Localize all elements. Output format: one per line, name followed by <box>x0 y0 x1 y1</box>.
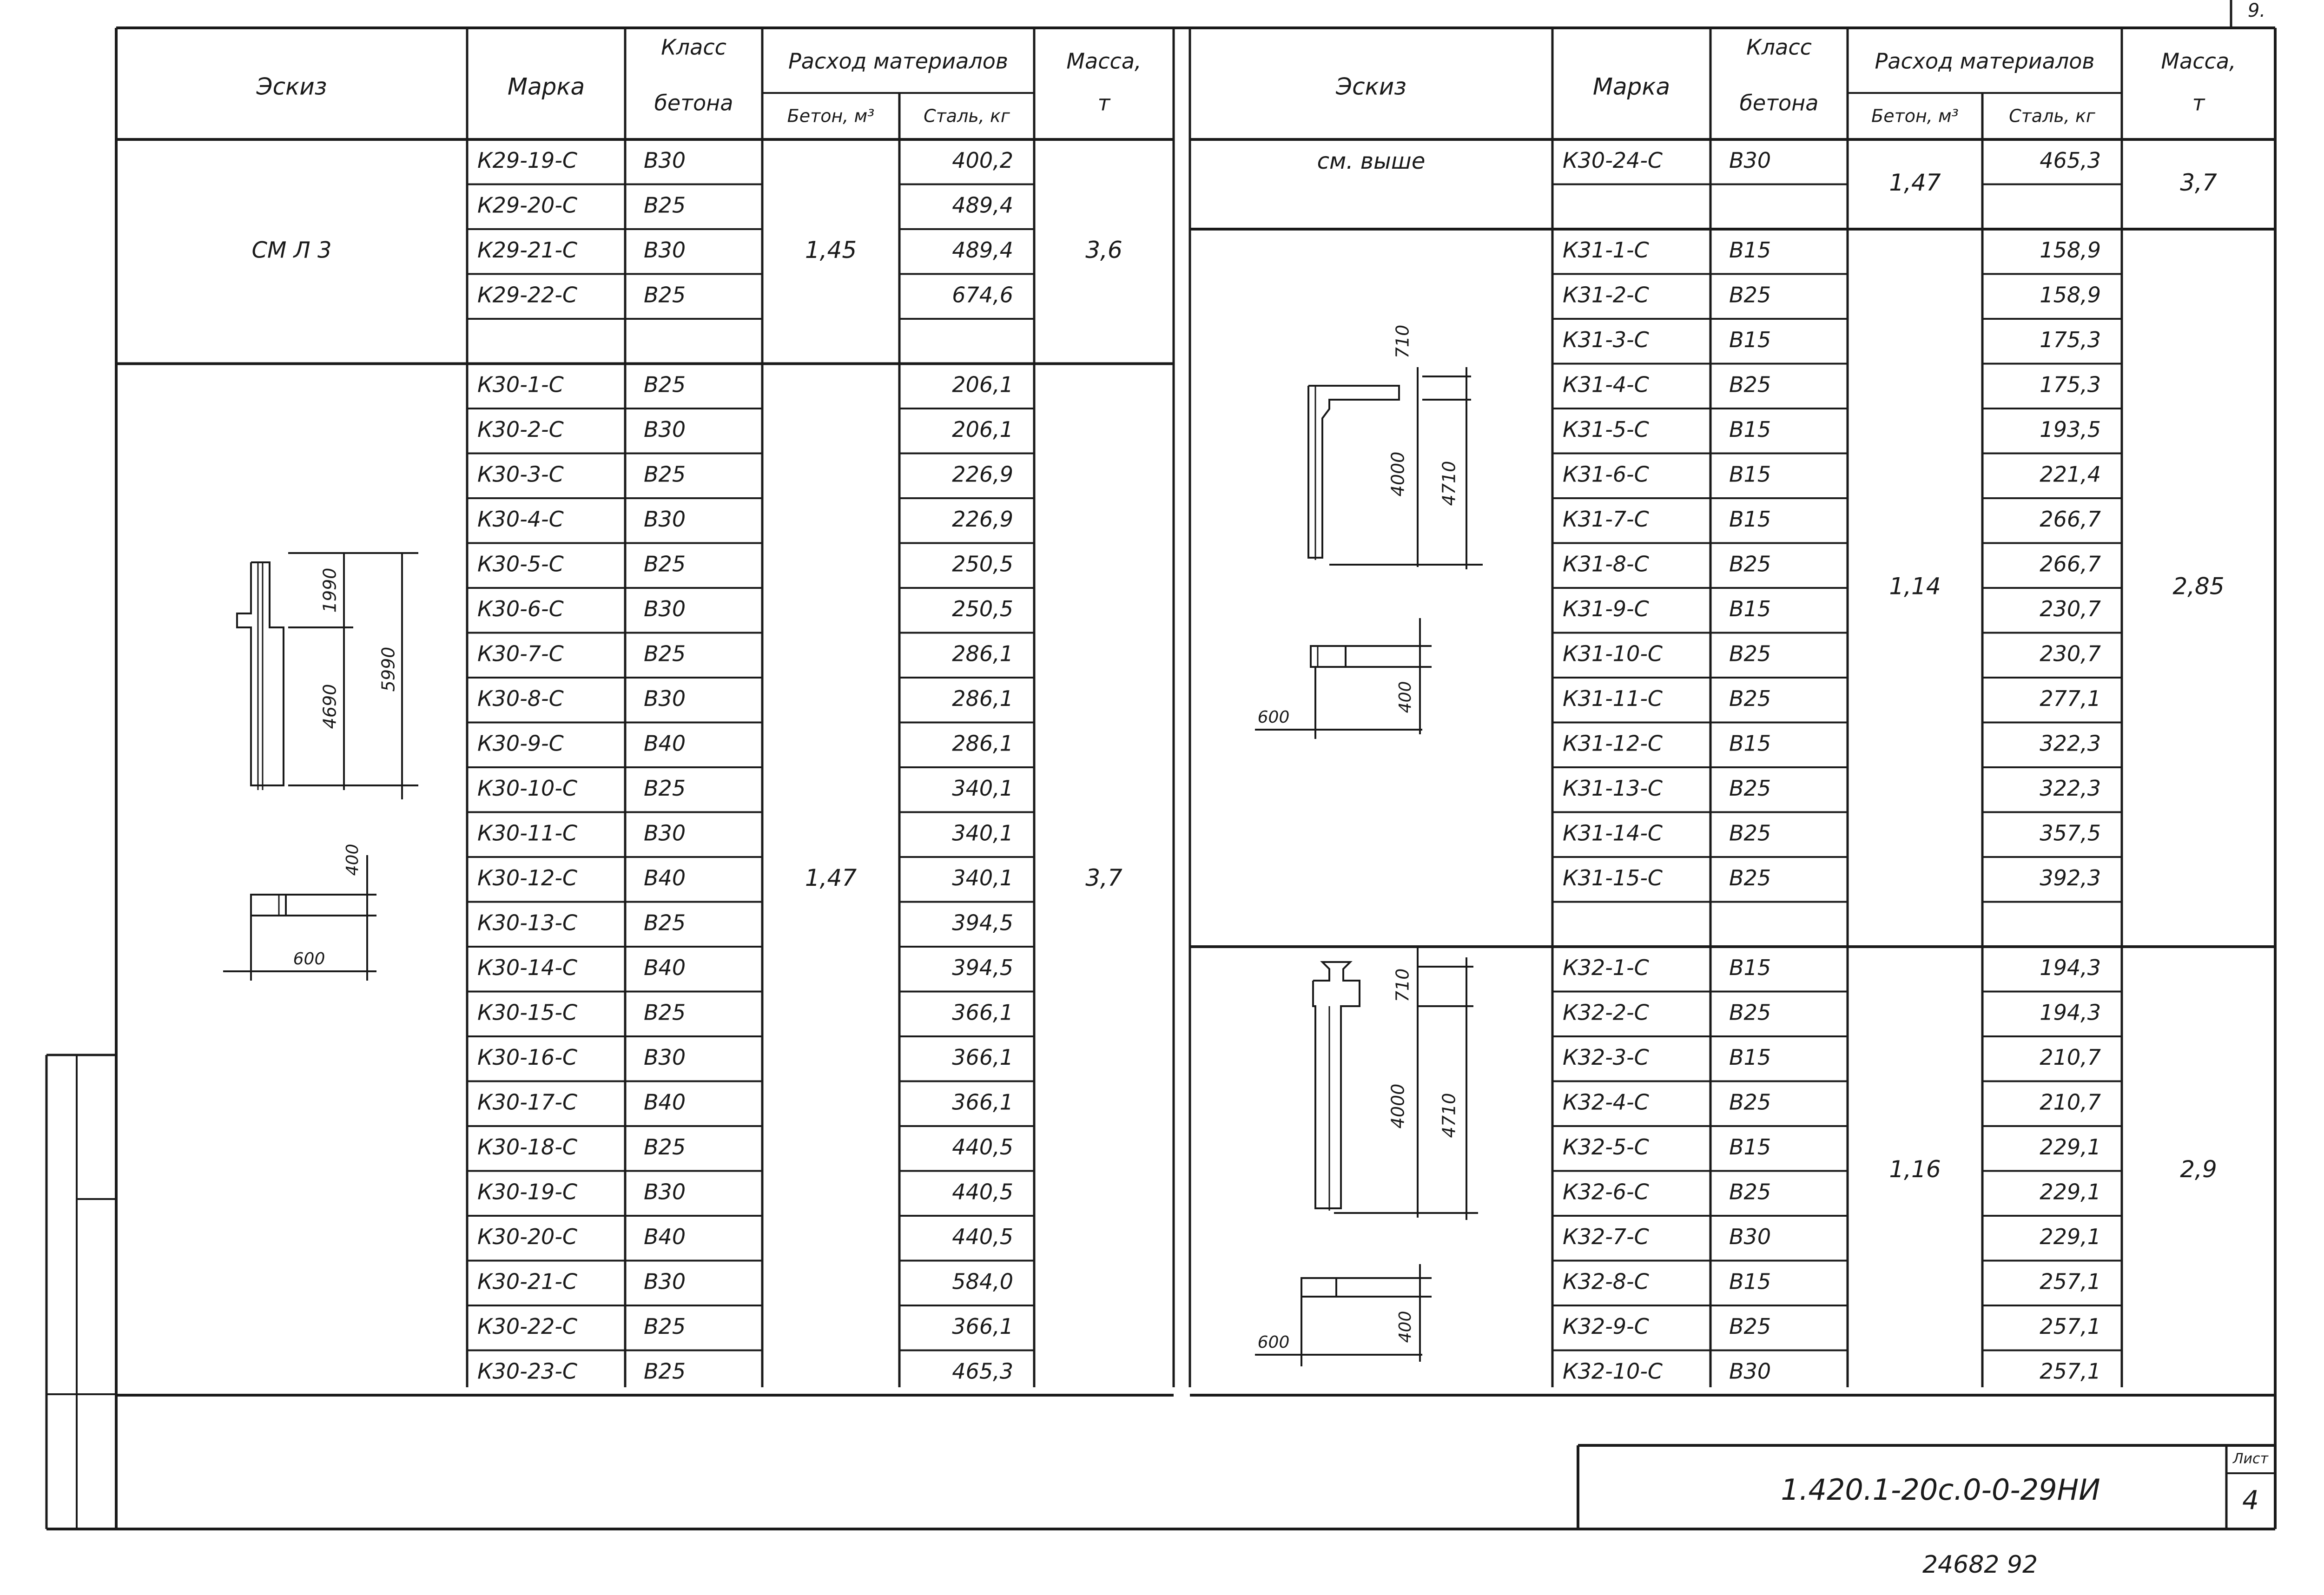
row-mark: К31-10-С <box>1563 641 1663 666</box>
row-steel: 194,3 <box>2040 1000 2101 1025</box>
row-class: В25 <box>1729 865 1771 890</box>
row-steel: 392,3 <box>2040 865 2101 890</box>
row-class: В30 <box>644 1269 686 1294</box>
row-steel: 340,1 <box>952 775 1013 801</box>
row-mark: К31-15-С <box>1563 865 1663 890</box>
k31-column-outline <box>1308 386 1399 558</box>
row-class: В25 <box>644 551 686 577</box>
row-mark: К31-1-С <box>1563 237 1649 263</box>
row-class: В15 <box>1729 416 1771 442</box>
group-concrete: 1,16 <box>1889 1156 1941 1183</box>
footer-number: 24682 92 <box>1922 1551 2038 1579</box>
row-mark: К30-2-С <box>477 416 564 442</box>
row-steel: 229,1 <box>2040 1179 2101 1205</box>
right_table-header-concrete: Бетон, м³ <box>1871 105 1959 126</box>
k30-dim-label: 1990 <box>319 567 340 613</box>
row-steel: 286,1 <box>952 685 1013 711</box>
row-class: В30 <box>1729 147 1771 173</box>
row-steel: 206,1 <box>952 416 1013 442</box>
row-mark: К30-19-С <box>477 1179 578 1205</box>
row-mark: К32-10-С <box>1563 1358 1663 1384</box>
row-steel: 394,5 <box>952 955 1013 980</box>
row-class: В25 <box>644 775 686 801</box>
row-steel: 489,4 <box>952 192 1013 218</box>
row-class: В25 <box>644 372 686 397</box>
row-class: В40 <box>644 1089 686 1115</box>
row-class: В30 <box>1729 1224 1771 1249</box>
k31-dim-label: 4000 <box>1387 451 1408 497</box>
row-class: В15 <box>1729 955 1771 980</box>
row-mark: К31-7-С <box>1563 506 1649 532</box>
left_table-header-concrete: Бетон, м³ <box>787 105 875 126</box>
row-mark: К31-11-С <box>1563 685 1663 711</box>
row-steel: 221,4 <box>2040 461 2101 487</box>
row-class: В30 <box>644 1044 686 1070</box>
row-steel: 465,3 <box>952 1358 1013 1384</box>
row-steel: 366,1 <box>952 1044 1013 1070</box>
row-steel: 340,1 <box>952 865 1013 890</box>
row-class: В25 <box>644 461 686 487</box>
row-mark: К32-8-С <box>1563 1269 1649 1294</box>
row-mark: К30-23-С <box>477 1358 578 1384</box>
k31-dim-label: 600 <box>1257 708 1290 727</box>
row-mark: К31-6-С <box>1563 461 1649 487</box>
row-class: В25 <box>1729 1089 1771 1115</box>
row-steel: 210,7 <box>2040 1089 2101 1115</box>
row-mark: К30-16-С <box>477 1044 578 1070</box>
group-mass: 2,9 <box>2180 1156 2217 1183</box>
row-mark: К32-5-С <box>1563 1134 1649 1160</box>
k32-dim-label: 710 <box>1392 968 1413 1002</box>
group-mass: 3,6 <box>1085 236 1122 264</box>
group-sketch-note: СМ Л 3 <box>251 237 332 264</box>
group-sketch-note: см. выше <box>1317 148 1426 174</box>
row-steel: 230,7 <box>2040 641 2101 666</box>
row-steel: 440,5 <box>952 1179 1013 1205</box>
row-steel: 489,4 <box>952 237 1013 263</box>
row-class: В30 <box>644 1179 686 1205</box>
row-steel: 175,3 <box>2040 327 2101 352</box>
row-steel: 158,9 <box>2040 282 2101 308</box>
row-mark: К30-18-С <box>477 1134 578 1160</box>
k32-column-outline <box>1313 962 1360 1208</box>
row-mark: К30-10-С <box>477 775 578 801</box>
row-class: В25 <box>644 1000 686 1025</box>
row-mark: К29-20-С <box>477 192 578 218</box>
k30-column-outline <box>237 562 284 785</box>
row-steel: 210,7 <box>2040 1044 2101 1070</box>
row-mark: К30-4-С <box>477 506 564 532</box>
k30-dim-label: 5990 <box>378 646 399 692</box>
row-class: В25 <box>644 1358 686 1384</box>
row-class: В40 <box>644 731 686 756</box>
row-steel: 366,1 <box>952 1313 1013 1339</box>
row-class: В15 <box>1729 1269 1771 1294</box>
row-steel: 400,2 <box>952 147 1013 173</box>
row-class: В30 <box>644 685 686 711</box>
k30-section <box>251 895 286 916</box>
right_table-header-class: бетона <box>1739 90 1819 116</box>
k30-dim-label: 400 <box>343 844 362 876</box>
row-mark: К32-4-С <box>1563 1089 1649 1115</box>
left_table-header-mass: т <box>1097 90 1110 116</box>
row-mark: К30-15-С <box>477 1000 578 1025</box>
row-mark: К31-13-С <box>1563 775 1663 801</box>
row-mark: К29-19-С <box>477 147 578 173</box>
row-mark: К30-13-С <box>477 910 578 936</box>
row-class: В15 <box>1729 327 1771 352</box>
row-class: В25 <box>1729 372 1771 397</box>
row-steel: 158,9 <box>2040 237 2101 263</box>
row-class: В15 <box>1729 237 1771 263</box>
row-steel: 340,1 <box>952 820 1013 846</box>
row-class: В25 <box>1729 1313 1771 1339</box>
title-block-sheet-label: Лист <box>2232 1450 2269 1467</box>
row-class: В15 <box>1729 461 1771 487</box>
k31-dim-label: 4710 <box>1439 461 1459 506</box>
row-steel: 286,1 <box>952 731 1013 756</box>
left_table-header-steel: Сталь, кг <box>924 105 1010 126</box>
k32-dim-label: 600 <box>1257 1333 1290 1352</box>
row-class: В30 <box>1729 1358 1771 1384</box>
row-class: В25 <box>1729 1179 1771 1205</box>
row-steel: 250,5 <box>952 596 1013 621</box>
row-class: В25 <box>1729 685 1771 711</box>
row-mark: К31-9-С <box>1563 596 1649 621</box>
row-steel: 674,6 <box>952 282 1013 308</box>
row-mark: К31-14-С <box>1563 820 1663 846</box>
row-steel: 250,5 <box>952 551 1013 577</box>
right_table-header-class: Класс <box>1746 34 1812 60</box>
k31-dim-label: 400 <box>1396 681 1415 713</box>
row-mark: К30-24-С <box>1563 147 1663 173</box>
right_table-header-mark: Марка <box>1592 73 1670 100</box>
row-mark: К30-22-С <box>477 1313 578 1339</box>
row-mark: К30-3-С <box>477 461 564 487</box>
row-mark: К31-2-С <box>1563 282 1649 308</box>
row-steel: 229,1 <box>2040 1134 2101 1160</box>
row-class: В15 <box>1729 1134 1771 1160</box>
row-steel: 584,0 <box>952 1269 1013 1294</box>
row-mark: К30-8-С <box>477 685 564 711</box>
row-steel: 322,3 <box>2040 775 2101 801</box>
row-steel: 322,3 <box>2040 731 2101 756</box>
row-steel: 257,1 <box>2040 1358 2101 1384</box>
corner-mark: 9. <box>2247 0 2266 21</box>
row-mark: К30-7-С <box>477 641 564 666</box>
row-steel: 194,3 <box>2040 955 2101 980</box>
row-class: В25 <box>644 910 686 936</box>
row-steel: 226,9 <box>952 506 1013 532</box>
row-steel: 440,5 <box>952 1224 1013 1249</box>
row-steel: 229,1 <box>2040 1224 2101 1249</box>
row-mark: К32-7-С <box>1563 1224 1649 1249</box>
title-block-code: 1.420.1-20с.0-0-29НИ <box>1781 1473 2100 1507</box>
row-class: В40 <box>644 955 686 980</box>
row-steel: 175,3 <box>2040 372 2101 397</box>
row-mark: К29-22-С <box>477 282 578 308</box>
row-mark: К30-17-С <box>477 1089 578 1115</box>
row-steel: 226,9 <box>952 461 1013 487</box>
row-mark: К29-21-С <box>477 237 578 263</box>
group-concrete: 1,47 <box>1889 169 1941 196</box>
row-steel: 357,5 <box>2040 820 2101 846</box>
right_table-header-mass: Масса, <box>2161 48 2236 74</box>
row-mark: К32-1-С <box>1563 955 1649 980</box>
row-steel: 257,1 <box>2040 1269 2101 1294</box>
group-mass: 3,7 <box>2180 169 2217 196</box>
row-mark: К30-6-С <box>477 596 564 621</box>
row-steel: 230,7 <box>2040 596 2101 621</box>
row-class: В25 <box>644 282 686 308</box>
row-steel: 277,1 <box>2040 685 2101 711</box>
row-steel: 257,1 <box>2040 1313 2101 1339</box>
row-class: В30 <box>644 506 686 532</box>
k32-dim-label: 4000 <box>1387 1083 1408 1129</box>
row-mark: К30-14-С <box>477 955 578 980</box>
row-class: В30 <box>644 596 686 621</box>
group-concrete: 1,14 <box>1889 573 1941 600</box>
group-concrete: 1,45 <box>805 236 857 264</box>
group-mass: 2,85 <box>2172 573 2225 600</box>
row-mark: К30-11-С <box>477 820 578 846</box>
row-class: В15 <box>1729 1044 1771 1070</box>
row-steel: 394,5 <box>952 910 1013 936</box>
row-mark: К31-8-С <box>1563 551 1649 577</box>
right_table-header-sketch: Эскиз <box>1336 73 1406 100</box>
row-steel: 206,1 <box>952 372 1013 397</box>
right_table-header-steel: Сталь, кг <box>2009 105 2095 126</box>
k32-dim-label: 4710 <box>1439 1093 1459 1138</box>
row-class: В40 <box>644 865 686 890</box>
row-mark: К31-3-С <box>1563 327 1649 352</box>
row-steel: 465,3 <box>2040 147 2101 173</box>
row-steel: 366,1 <box>952 1000 1013 1025</box>
row-class: В25 <box>644 1134 686 1160</box>
title-block-sheet-number: 4 <box>2242 1485 2259 1516</box>
row-class: В25 <box>1729 820 1771 846</box>
row-class: В15 <box>1729 596 1771 621</box>
row-steel: 286,1 <box>952 641 1013 666</box>
row-mark: К31-12-С <box>1563 731 1663 756</box>
k30-dim-label: 4690 <box>319 684 340 729</box>
k32-section <box>1301 1278 1336 1297</box>
left_table-header-sketch: Эскиз <box>256 73 327 100</box>
row-class: В30 <box>644 147 686 173</box>
row-class: В25 <box>1729 641 1771 666</box>
row-mark: К32-2-С <box>1563 1000 1649 1025</box>
k32-dim-label: 400 <box>1396 1311 1415 1343</box>
row-mark: К32-9-С <box>1563 1313 1649 1339</box>
left_table-header-mark: Марка <box>507 73 585 100</box>
row-class: В25 <box>644 641 686 666</box>
row-class: В25 <box>1729 1000 1771 1025</box>
row-class: В30 <box>644 820 686 846</box>
left_table-header-class: Класс <box>661 34 726 60</box>
row-class: В25 <box>1729 775 1771 801</box>
row-mark: К30-1-С <box>477 372 564 397</box>
k31-section <box>1311 646 1346 667</box>
row-mark: К30-9-С <box>477 731 564 756</box>
row-mark: К32-6-С <box>1563 1179 1649 1205</box>
row-steel: 266,7 <box>2040 506 2101 532</box>
row-mark: К30-5-С <box>477 551 564 577</box>
left_table-header-mass: Масса, <box>1066 48 1142 74</box>
row-class: В40 <box>644 1224 686 1249</box>
row-steel: 440,5 <box>952 1134 1013 1160</box>
row-class: В15 <box>1729 506 1771 532</box>
row-class: В25 <box>1729 551 1771 577</box>
right_table-header-mass: т <box>2192 90 2205 116</box>
group-mass: 3,7 <box>1085 864 1122 891</box>
row-mark: К32-3-С <box>1563 1044 1649 1070</box>
row-mark: К30-21-С <box>477 1269 578 1294</box>
left_table-header-consumption: Расход материалов <box>788 48 1008 74</box>
k30-dim-label: 600 <box>293 949 325 969</box>
row-class: В25 <box>644 192 686 218</box>
row-mark: К30-20-С <box>477 1224 578 1249</box>
row-class: В30 <box>644 416 686 442</box>
left_table-header-class: бетона <box>654 90 733 116</box>
row-class: В25 <box>644 1313 686 1339</box>
row-class: В25 <box>1729 282 1771 308</box>
row-mark: К31-4-С <box>1563 372 1649 397</box>
row-steel: 193,5 <box>2040 416 2101 442</box>
row-steel: 266,7 <box>2040 551 2101 577</box>
k31-dim-label: 710 <box>1392 324 1413 359</box>
row-steel: 366,1 <box>952 1089 1013 1115</box>
row-mark: К30-12-С <box>477 865 578 890</box>
group-concrete: 1,47 <box>805 864 857 891</box>
row-class: В30 <box>644 237 686 263</box>
row-mark: К31-5-С <box>1563 416 1649 442</box>
right_table-header-consumption: Расход материалов <box>1875 48 2095 74</box>
row-class: В15 <box>1729 731 1771 756</box>
